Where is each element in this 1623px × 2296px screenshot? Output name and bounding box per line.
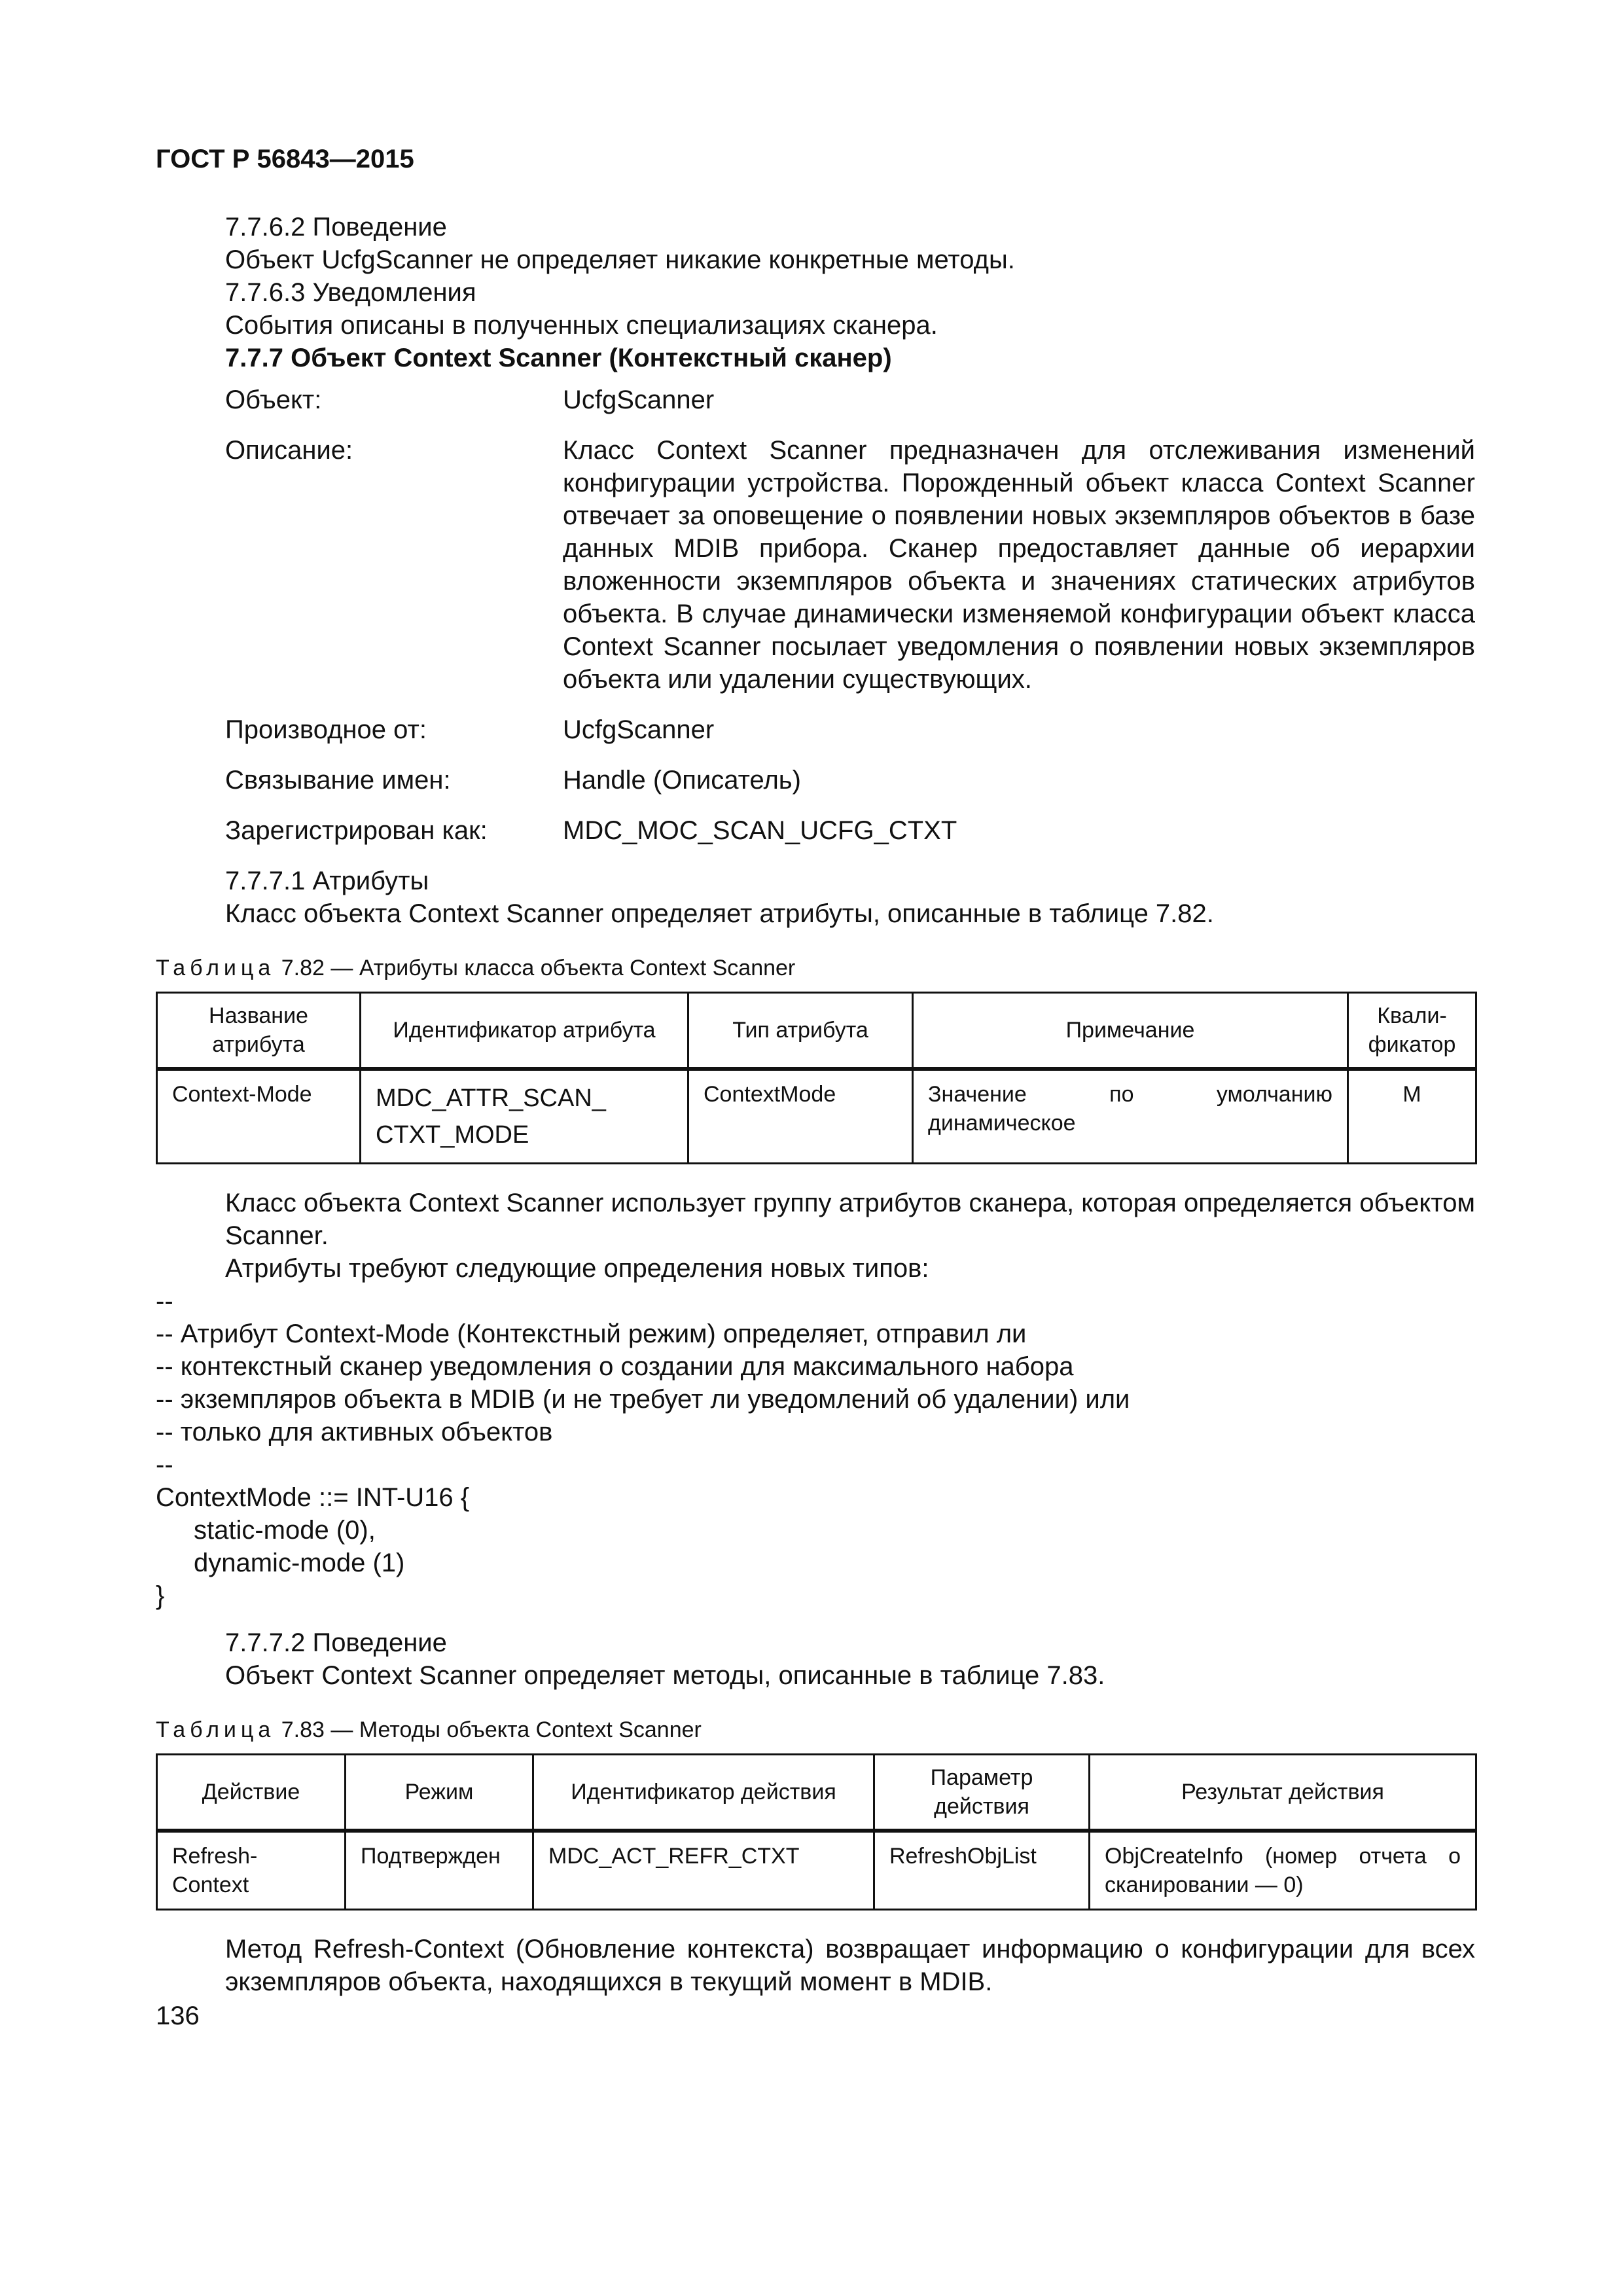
section-7762-text: Объект UcfgScanner не определяет никакие конкретные методы. — [225, 245, 1015, 274]
table-row — [157, 1831, 1476, 1910]
property-row — [225, 814, 1475, 847]
table-cell: Значение по умолчанию динамическое — [913, 1069, 1348, 1164]
column-header: Режим — [346, 1755, 533, 1831]
code-line: dynamic-mode (1) — [194, 1549, 405, 1577]
caption-text: 7.83 — Методы объекта Context Scanner — [275, 1717, 702, 1742]
property-key: Связывание имен: — [225, 766, 451, 795]
table-782-caption — [156, 954, 1475, 982]
caption-word: Таблица — [156, 956, 276, 980]
table-782 — [156, 992, 1477, 1164]
table-cell: Подтвержден — [346, 1831, 533, 1910]
paragraph-new-types: Атрибуты требуют следующие определения новых типов: — [225, 1254, 929, 1283]
section-7772-text: Объект Context Scanner определяет методы, описанные в таблице 7.83. — [225, 1661, 1105, 1690]
property-row — [225, 713, 1475, 746]
paragraph-scanner-group: Класс объекта Context Scanner использует группу атрибутов сканера, которая определяется объектом Scanner. — [225, 1189, 1475, 1250]
property-value: Handle (Описатель) — [563, 766, 801, 795]
property-key: Описание: — [225, 436, 353, 465]
paragraph-refresh-context: Метод Refresh-Context (Обновление контекста) возвращает информацию о конфигурации для всех экземпляров объекта, находящихся в текущий момент в MDIB. — [225, 1935, 1475, 1996]
section-7763-heading: 7.7.6.3 Уведомления — [225, 278, 476, 307]
table-cell: MDC_ACT_REFR_CTXT — [533, 1831, 874, 1910]
property-key: Объект: — [225, 386, 322, 414]
property-key: Производное от: — [225, 715, 427, 744]
page-number: 136 — [156, 2001, 200, 2030]
table-row — [157, 1069, 1476, 1164]
section-7771-heading: 7.7.7.1 Атрибуты — [225, 867, 429, 895]
property-value: MDC_MOC_SCAN_UCFG_CTXT — [563, 816, 957, 845]
property-row — [225, 434, 1475, 696]
document-page — [156, 143, 1475, 2032]
standard-number: ГОСТ Р 56843—2015 — [156, 145, 414, 173]
caption-word: Таблица — [156, 1717, 276, 1742]
property-row — [225, 384, 1475, 416]
column-header: Название атрибута — [157, 993, 361, 1069]
table-783-caption — [156, 1715, 1475, 1744]
column-header: Квали-фикатор — [1348, 993, 1476, 1069]
column-header: Действие — [157, 1755, 346, 1831]
code-line: -- — [156, 1450, 173, 1479]
column-header: Идентификатор действия — [533, 1755, 874, 1831]
section-777-heading: 7.7.7 Объект Context Scanner (Контекстный сканер) — [225, 344, 892, 372]
column-header: Параметр действия — [874, 1755, 1090, 1831]
section-7762-heading: 7.7.6.2 Поведение — [225, 213, 447, 242]
table-cell: Context-Mode — [157, 1069, 361, 1164]
code-line: static-mode (0), — [194, 1516, 376, 1545]
table-cell: ObjCreateInfo (номер отчета о сканировании — 0) — [1090, 1831, 1476, 1910]
code-line: } — [156, 1581, 165, 1610]
property-key: Зарегистрирован как: — [225, 816, 488, 845]
table-cell: M — [1348, 1069, 1476, 1164]
column-header: Тип атрибута — [688, 993, 913, 1069]
property-value: Класс Context Scanner предназначен для отслеживания изменений конфигурации устройства. Порожденный объект класса Context Scanner отвечает за оповещение о появлении новых экземпляров объектов в базе данных MDIB прибора. Сканер предоставляет данные об иерархии вложенности экземпляров объекта и значениях статических атрибутов объекта. В случае динамически изменяемой конфигурации объект класса Context Scanner посылает уведомления о появлении новых экземпляров объекта или удалении существующих. — [563, 436, 1475, 694]
column-header: Результат действия — [1090, 1755, 1476, 1831]
section-7771-text: Класс объекта Context Scanner определяет атрибуты, описанные в таблице 7.82. — [225, 899, 1214, 928]
table-cell: RefreshObjList — [874, 1831, 1090, 1910]
table-header-row — [157, 993, 1476, 1069]
table-cell: Refresh-Context — [157, 1831, 346, 1910]
caption-text: 7.82 — Атрибуты класса объекта Context Scanner — [275, 956, 796, 980]
code-line: ContextMode ::= INT-U16 { — [156, 1483, 470, 1512]
table-header-row — [157, 1755, 1476, 1831]
property-value: UcfgScanner — [563, 715, 715, 744]
property-value: UcfgScanner — [563, 386, 715, 414]
section-7763-text: События описаны в полученных специализациях сканера. — [225, 311, 938, 340]
code-line: -- Атрибут Context-Mode (Контекстный режим) определяет, отправил ли — [156, 1319, 1027, 1348]
code-line: -- экземпляров объекта в MDIB (и не требует ли уведомлений об удалении) или — [156, 1385, 1130, 1414]
code-line: -- — [156, 1287, 173, 1316]
code-line: -- контекстный сканер уведомления о создании для максимального набора — [156, 1352, 1074, 1381]
asn1-code-block — [156, 1285, 1475, 1612]
table-cell: MDC_ATTR_SCAN_ CTXT_MODE — [361, 1069, 688, 1164]
table-cell: ContextMode — [688, 1069, 913, 1164]
property-row — [225, 764, 1475, 797]
column-header: Примечание — [913, 993, 1348, 1069]
section-7772-heading: 7.7.7.2 Поведение — [225, 1628, 447, 1657]
table-783 — [156, 1753, 1477, 1910]
column-header: Идентификатор атрибута — [361, 993, 688, 1069]
object-properties — [156, 384, 1475, 847]
code-line: -- только для активных объектов — [156, 1418, 553, 1446]
